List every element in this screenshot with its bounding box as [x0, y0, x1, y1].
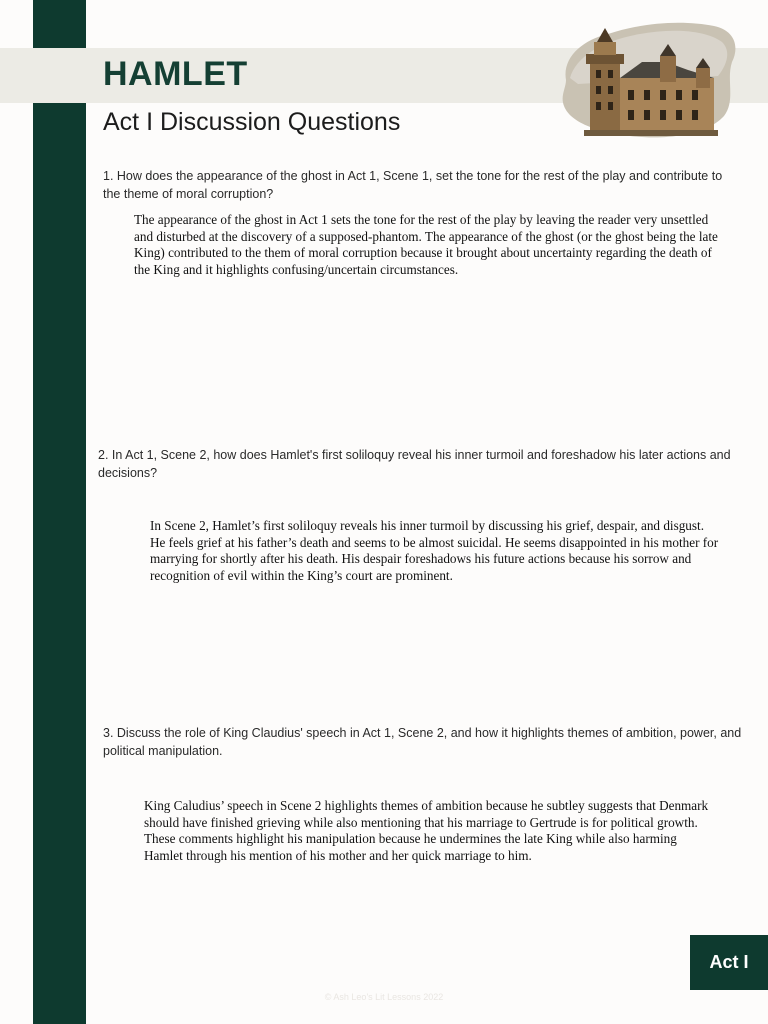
- castle-image: [556, 18, 740, 140]
- answer-1: The appearance of the ghost in Act 1 sets the tone for the rest of the play by leaving the reader very unsettled and disturbed at the discovery of a supposed-phantom. The appearance of the ghost (or the ghost being the late King) contributed to the them of moral corruption because it brought about uncertainty regarding the death of the King and it highlights confusing/uncertain circumstances.: [134, 212, 718, 277]
- page-title: HAMLET: [103, 55, 248, 93]
- question-3: 3. Discuss the role of King Claudius' speech in Act 1, Scene 2, and how it highlights themes of ambition, power, and political manipulation.: [103, 726, 742, 758]
- question-2: 2. In Act 1, Scene 2, how does Hamlet's first soliloquy reveal his inner turmoil and foreshadow his later actions and decisions?: [98, 448, 731, 480]
- act-badge: [690, 935, 768, 990]
- answer-3: King Caludius’ speech in Scene 2 highlights themes of ambition because he subtley suggests that Denmark should have finished grieving while also mentioning that his marriage to Gertrude is for political growth. These comments highlight his manipulation because he undermines the late King while also harming Hamlet through his mention of his mother and her quick marriage to him.: [144, 798, 709, 863]
- answer-2: In Scene 2, Hamlet’s first soliloquy reveals his inner turmoil by discussing his grief, despair, and disgust. He feels grief at his father’s death and seems to be almost suicidal. He seems disappointed in his mother for marrying for shortly after his death. His despair foreshadows his future actions because his sorrow and recognition of evil within the King’s court are prominent.: [150, 518, 719, 583]
- copyright-footer: © Ash Leo's Lit Lessons 2022: [324, 992, 444, 1002]
- question-1: 1. How does the appearance of the ghost in Act 1, Scene 1, set the tone for the rest of the play and contribute to the theme of moral corruption?: [103, 169, 723, 201]
- page-subtitle: Act I Discussion Questions: [103, 108, 401, 136]
- left-accent-bar: [33, 0, 86, 1024]
- act-badge-label: Act I: [709, 952, 749, 972]
